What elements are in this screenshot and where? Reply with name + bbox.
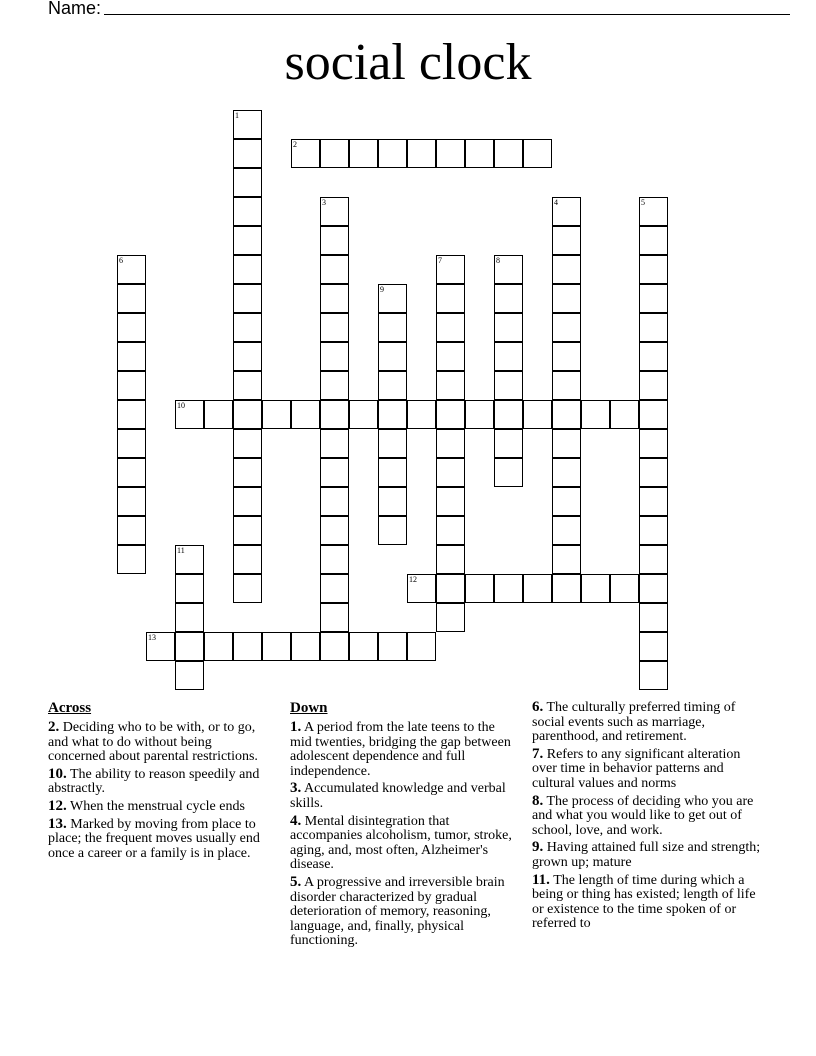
crossword-cell[interactable] xyxy=(494,139,523,168)
crossword-cell[interactable] xyxy=(233,429,262,458)
crossword-cell[interactable] xyxy=(233,574,262,603)
crossword-cell[interactable] xyxy=(552,545,581,574)
across-heading: Across xyxy=(48,700,92,716)
clue-number: 5 xyxy=(641,198,645,207)
crossword-cell[interactable] xyxy=(378,284,407,313)
clue-down-1: 1. A period from the late teens to the mid twenties, bridging the gap between adolescent dependence and full independence. xyxy=(290,719,511,779)
crossword-cell[interactable] xyxy=(291,632,320,661)
crossword-cell[interactable] xyxy=(610,400,639,429)
crossword-cell[interactable] xyxy=(494,255,523,284)
crossword-cell[interactable] xyxy=(204,632,233,661)
crossword-cell[interactable] xyxy=(204,400,233,429)
crossword-cell[interactable] xyxy=(320,545,349,574)
clue-number: 4 xyxy=(554,198,558,207)
crossword-cell[interactable] xyxy=(639,661,668,690)
crossword-cell[interactable] xyxy=(552,197,581,226)
crossword-cell[interactable] xyxy=(436,371,465,400)
crossword-cell[interactable] xyxy=(494,284,523,313)
crossword-cell[interactable] xyxy=(378,516,407,545)
crossword-cell[interactable] xyxy=(639,313,668,342)
crossword-cell[interactable] xyxy=(436,255,465,284)
clue-down-4: 4. Mental disintegration that accompanies alcoholism, tumor, stroke, aging, and, most often, Alzheimer's disease. xyxy=(290,812,512,873)
clue-number: 8 xyxy=(496,256,500,265)
crossword-cell[interactable] xyxy=(552,313,581,342)
crossword-cell[interactable] xyxy=(639,632,668,661)
clue-number: 10 xyxy=(177,401,185,410)
crossword-cell[interactable] xyxy=(552,371,581,400)
crossword-cell[interactable] xyxy=(407,139,436,168)
crossword-cell[interactable] xyxy=(233,487,262,516)
name-label: Name: xyxy=(48,0,102,18)
crossword-cell[interactable] xyxy=(175,661,204,690)
crossword-cell[interactable] xyxy=(639,603,668,632)
page-title: social clock xyxy=(284,34,532,91)
crossword-cell[interactable] xyxy=(378,632,407,661)
crossword-cell[interactable] xyxy=(639,429,668,458)
crossword-cell[interactable] xyxy=(378,487,407,516)
crossword-cell[interactable] xyxy=(436,400,465,429)
crossword-cell[interactable] xyxy=(320,313,349,342)
crossword-cell[interactable] xyxy=(378,400,407,429)
crossword-cell[interactable] xyxy=(552,516,581,545)
crossword-cell[interactable] xyxy=(436,429,465,458)
clue-number: 12 xyxy=(409,575,417,584)
crossword-cell[interactable] xyxy=(552,574,581,603)
crossword-cell[interactable] xyxy=(117,400,146,429)
crossword-cell[interactable] xyxy=(639,255,668,284)
clue-down-11: 11. The length of time during which a being or thing has existed; length of life or existence to the time spoken of or referred to xyxy=(532,871,756,932)
crossword-cell[interactable] xyxy=(494,458,523,487)
crossword-cell[interactable] xyxy=(523,574,552,603)
crossword-cell[interactable] xyxy=(552,342,581,371)
crossword-cell[interactable] xyxy=(117,371,146,400)
crossword-cell[interactable] xyxy=(436,458,465,487)
crossword-cell[interactable] xyxy=(552,487,581,516)
clue-number: 6 xyxy=(119,256,123,265)
crossword-cell[interactable] xyxy=(610,574,639,603)
crossword-cell[interactable] xyxy=(494,371,523,400)
crossword-cell[interactable] xyxy=(639,545,668,574)
clue-down-8: 8. The process of deciding who you are and what you would like to get out of school, love, and work. xyxy=(532,792,754,838)
crossword-cell[interactable] xyxy=(175,603,204,632)
crossword-cell[interactable] xyxy=(639,226,668,255)
crossword-cell[interactable] xyxy=(552,226,581,255)
crossword-cell[interactable] xyxy=(320,371,349,400)
crossword-cell[interactable] xyxy=(117,342,146,371)
crossword-cell[interactable] xyxy=(320,197,349,226)
crossword-cell[interactable] xyxy=(233,371,262,400)
crossword-cell[interactable] xyxy=(378,429,407,458)
crossword-cell[interactable] xyxy=(581,400,610,429)
crossword-cell[interactable] xyxy=(639,197,668,226)
crossword-cell[interactable] xyxy=(320,458,349,487)
crossword-cell[interactable] xyxy=(465,574,494,603)
crossword-cell[interactable] xyxy=(233,458,262,487)
crossword-cell[interactable] xyxy=(320,400,349,429)
down-heading: Down xyxy=(290,700,328,716)
crossword-cell[interactable] xyxy=(320,342,349,371)
crossword-cell[interactable] xyxy=(233,255,262,284)
crossword-cell[interactable] xyxy=(494,342,523,371)
crossword-cell[interactable] xyxy=(523,139,552,168)
crossword-cell[interactable] xyxy=(320,284,349,313)
crossword-cell[interactable] xyxy=(639,458,668,487)
crossword-cell[interactable] xyxy=(233,226,262,255)
crossword-cell[interactable] xyxy=(117,313,146,342)
crossword-cell[interactable] xyxy=(320,516,349,545)
clue-down-6: 6. The culturally preferred timing of social events such as marriage, parenthood, and retirement. xyxy=(532,699,736,745)
crossword-cell[interactable] xyxy=(436,313,465,342)
crossword-cell[interactable] xyxy=(233,516,262,545)
across-clues xyxy=(48,700,270,863)
crossword-cell[interactable] xyxy=(436,574,465,603)
crossword-cell[interactable] xyxy=(233,110,262,139)
crossword-cell[interactable] xyxy=(436,487,465,516)
crossword-cell[interactable] xyxy=(233,284,262,313)
crossword-cell[interactable] xyxy=(552,284,581,313)
crossword-cell[interactable] xyxy=(436,516,465,545)
crossword-cell[interactable] xyxy=(494,429,523,458)
crossword-cell[interactable] xyxy=(639,400,668,429)
crossword-cell[interactable] xyxy=(407,400,436,429)
crossword-cell[interactable] xyxy=(552,458,581,487)
crossword-cell[interactable] xyxy=(233,632,262,661)
clue-number: 11 xyxy=(177,546,185,555)
crossword-cell[interactable] xyxy=(175,632,204,661)
clue-number: 13 xyxy=(148,633,156,642)
crossword-cell[interactable] xyxy=(233,139,262,168)
crossword-cell[interactable] xyxy=(320,255,349,284)
crossword-cell[interactable] xyxy=(552,255,581,284)
crossword-cell[interactable] xyxy=(291,400,320,429)
clue-down-3: 3. Accumulated knowledge and verbal skills. xyxy=(290,780,506,811)
crossword-cell[interactable] xyxy=(320,574,349,603)
clue-across-10: 10. The ability to reason speedily and abstractly. xyxy=(48,765,260,797)
crossword-cell[interactable] xyxy=(639,516,668,545)
crossword-cell[interactable] xyxy=(175,545,204,574)
crossword-cell[interactable] xyxy=(494,574,523,603)
clue-number: 9 xyxy=(380,285,384,294)
crossword-cell[interactable] xyxy=(233,545,262,574)
crossword-cell[interactable] xyxy=(494,400,523,429)
crossword-cell[interactable] xyxy=(349,400,378,429)
clue-number: 1 xyxy=(235,111,239,120)
crossword-cell[interactable] xyxy=(349,632,378,661)
crossword-cell[interactable] xyxy=(378,371,407,400)
crossword-cell[interactable] xyxy=(407,574,436,603)
crossword-cell[interactable] xyxy=(291,139,320,168)
crossword-cell[interactable] xyxy=(436,545,465,574)
crossword-cell[interactable] xyxy=(117,458,146,487)
crossword-cell[interactable] xyxy=(436,342,465,371)
crossword-cell[interactable] xyxy=(523,400,552,429)
crossword-cell[interactable] xyxy=(320,429,349,458)
crossword-cell[interactable] xyxy=(233,197,262,226)
crossword-cell[interactable] xyxy=(320,226,349,255)
clue-across-2: 2. Deciding who to be with, or to go, and what to do without being concerned about parental restrictions. xyxy=(48,719,258,765)
crossword-cell[interactable] xyxy=(349,139,378,168)
crossword-cell[interactable] xyxy=(175,400,204,429)
crossword-cell[interactable] xyxy=(262,400,291,429)
crossword-cell[interactable] xyxy=(494,313,523,342)
crossword-cell[interactable] xyxy=(436,284,465,313)
crossword-cell[interactable] xyxy=(639,371,668,400)
crossword-cell[interactable] xyxy=(117,516,146,545)
crossword-cell[interactable] xyxy=(465,139,494,168)
crossword-cell[interactable] xyxy=(117,255,146,284)
crossword-cell[interactable] xyxy=(378,342,407,371)
clue-number: 7 xyxy=(438,256,442,265)
crossword-cell[interactable] xyxy=(320,487,349,516)
clue-number: 3 xyxy=(322,198,326,207)
crossword-cell[interactable] xyxy=(465,400,494,429)
crossword-cell[interactable] xyxy=(581,574,610,603)
crossword-cell[interactable] xyxy=(233,168,262,197)
clue-across-12: 12. When the menstrual cycle ends xyxy=(48,797,245,814)
crossword-cell[interactable] xyxy=(378,458,407,487)
crossword-cell[interactable] xyxy=(436,139,465,168)
down-clues xyxy=(290,700,514,951)
clue-down-5: 5. A progressive and irreversible brain disorder characterized by gradual deterioration of memory, reasoning, language, and, finally, physical functioning. xyxy=(290,873,505,949)
crossword-cell[interactable] xyxy=(117,429,146,458)
crossword-cell[interactable] xyxy=(233,313,262,342)
crossword-cell[interactable] xyxy=(436,603,465,632)
crossword-cell[interactable] xyxy=(117,545,146,574)
crossword-cell[interactable] xyxy=(320,603,349,632)
clue-across-13: 13. Marked by moving from place to place; the frequent moves usually end once a career or a family is in place. xyxy=(48,815,260,861)
clue-number: 2 xyxy=(293,140,297,149)
crossword-cell[interactable] xyxy=(233,400,262,429)
crossword-cell[interactable] xyxy=(233,342,262,371)
crossword-cell[interactable] xyxy=(639,487,668,516)
crossword-cell[interactable] xyxy=(175,574,204,603)
crossword-cell[interactable] xyxy=(117,284,146,313)
crossword-cell[interactable] xyxy=(639,574,668,603)
clue-down-9: 9. Having attained full size and strength; grown up; mature xyxy=(532,839,761,870)
crossword-cell[interactable] xyxy=(146,632,175,661)
crossword-cell[interactable] xyxy=(407,632,436,661)
crossword-cell[interactable] xyxy=(262,632,291,661)
down-clues-continued xyxy=(532,700,764,934)
crossword-cell[interactable] xyxy=(320,632,349,661)
crossword-cell[interactable] xyxy=(552,429,581,458)
crossword-cell[interactable] xyxy=(320,139,349,168)
crossword-cell[interactable] xyxy=(639,342,668,371)
crossword-cell[interactable] xyxy=(378,139,407,168)
crossword-cell[interactable] xyxy=(639,284,668,313)
crossword-cell[interactable] xyxy=(552,400,581,429)
crossword-cell[interactable] xyxy=(117,487,146,516)
clue-down-7: 7. Refers to any significant alteration over time in behavior patterns and cultural values and norms xyxy=(532,745,741,791)
crossword-cell[interactable] xyxy=(378,313,407,342)
